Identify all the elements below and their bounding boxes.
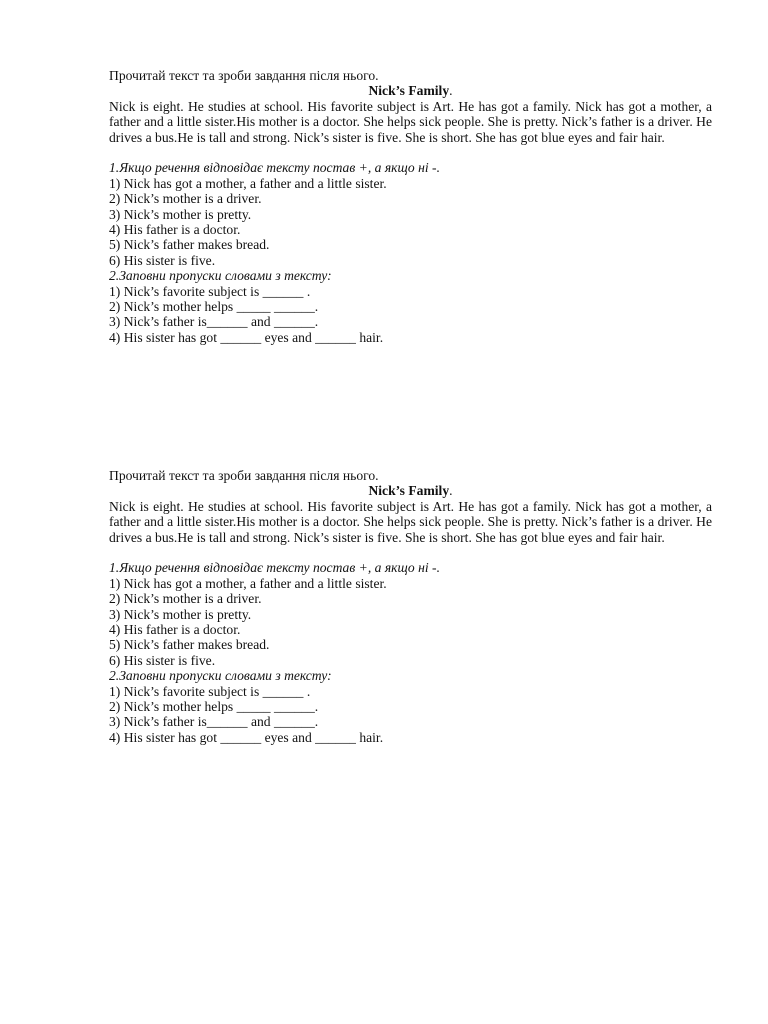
task1-item: 3) Nick’s mother is pretty. xyxy=(109,206,252,222)
story-title-suffix: . xyxy=(449,83,453,99)
task1-item: 5) Nick’s father makes bread. xyxy=(109,637,270,653)
story-paragraph: Nick is eight. He studies at school. His favorite subject is Art. He has got a family. Nick has got a mother, a father and a little sister.His mother is a doctor. She helps sick people. She is pretty. Nick’s father is a driver. He drives a bus.He is tall and strong. Nick’s sister is five. She is short. She has got blue eyes and fair hair. xyxy=(109,498,712,545)
task1-list xyxy=(109,176,712,268)
task2-list xyxy=(109,684,712,746)
story-title xyxy=(109,83,712,98)
task1-heading: 1.Якщо речення відповідає тексту постав +, а якщо ні -. xyxy=(109,160,440,176)
task1-item: 2) Nick’s mother is a driver. xyxy=(109,591,262,607)
task2-item: 2) Nick’s mother helps _____ ______. xyxy=(109,299,319,315)
task1-item: 4) His father is a doctor. xyxy=(109,222,241,238)
task2-item: 3) Nick’s father is______ and ______. xyxy=(109,714,319,730)
worksheet-2 xyxy=(109,468,712,745)
story-title xyxy=(109,483,712,498)
task1-item: 5) Nick’s father makes bread. xyxy=(109,237,270,253)
task2-heading: 2.Заповни пропуски словами з тексту: xyxy=(109,268,332,284)
task1-item: 3) Nick’s mother is pretty. xyxy=(109,606,252,622)
story-paragraph: Nick is eight. He studies at school. His favorite subject is Art. He has got a family. Nick has got a mother, a father and a little sister.His mother is a doctor. She helps sick people. She is pretty. Nick’s father is a driver. He drives a bus.He is tall and strong. Nick’s sister is five. She is short. She has got blue eyes and fair hair. xyxy=(109,98,712,145)
task1-item: 1) Nick has got a mother, a father and a little sister. xyxy=(109,575,387,591)
spacer xyxy=(109,545,712,560)
task2-item: 4) His sister has got ______ eyes and ______ hair. xyxy=(109,329,384,345)
task2-item: 1) Nick’s favorite subject is ______ . xyxy=(109,683,311,699)
task1-heading: 1.Якщо речення відповідає тексту постав +, а якщо ні -. xyxy=(109,560,440,576)
task2-item: 4) His sister has got ______ eyes and ______ hair. xyxy=(109,729,384,745)
task2-list xyxy=(109,284,712,346)
instruction-text: Прочитай текст та зроби завдання після нього. xyxy=(109,68,379,83)
task2-item: 1) Nick’s favorite subject is ______ . xyxy=(109,283,311,299)
story-title-suffix: . xyxy=(449,483,453,499)
story-title-text: Nick’s Family xyxy=(368,483,450,499)
task2-item: 2) Nick’s mother helps _____ ______. xyxy=(109,699,319,715)
task1-item: 4) His father is a doctor. xyxy=(109,622,241,638)
task1-item: 1) Nick has got a mother, a father and a little sister. xyxy=(109,175,387,191)
task1-list xyxy=(109,576,712,668)
task2-heading: 2.Заповни пропуски словами з тексту: xyxy=(109,668,332,684)
task2-item: 3) Nick’s father is______ and ______. xyxy=(109,314,319,330)
worksheet-1 xyxy=(109,68,712,345)
story-title-text: Nick’s Family xyxy=(368,83,450,99)
instruction-text: Прочитай текст та зроби завдання після нього. xyxy=(109,468,379,483)
task1-item: 6) His sister is five. xyxy=(109,652,216,668)
task1-item: 6) His sister is five. xyxy=(109,252,216,268)
spacer xyxy=(109,145,712,160)
task1-item: 2) Nick’s mother is a driver. xyxy=(109,191,262,207)
